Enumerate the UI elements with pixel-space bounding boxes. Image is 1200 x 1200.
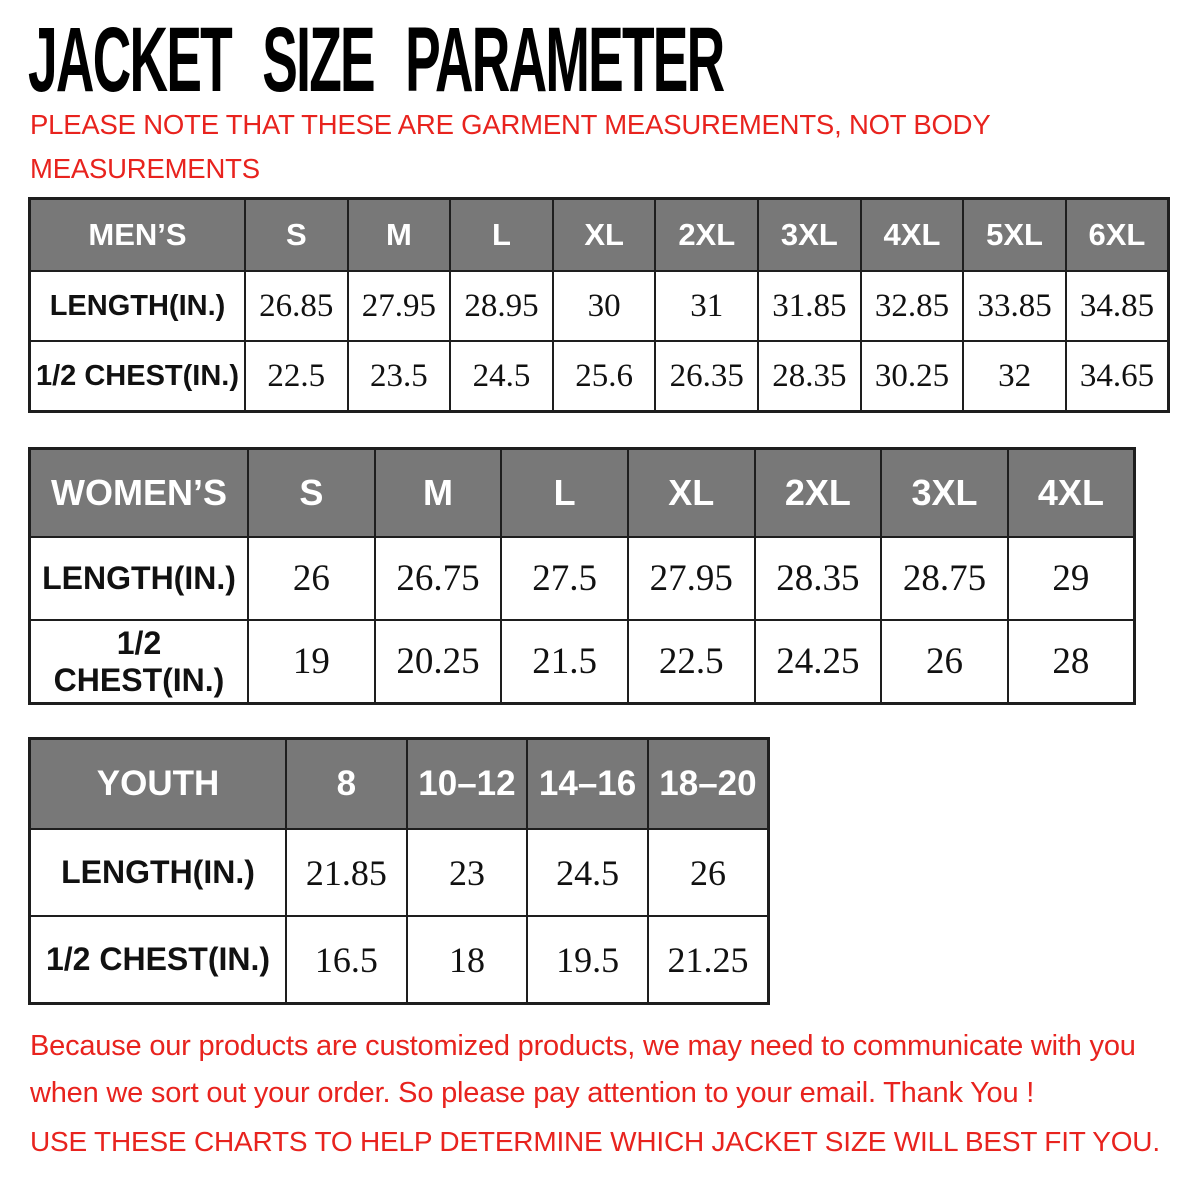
size-column-header: 4XL [1008, 449, 1135, 538]
measurement-value-cell: 21.85 [286, 829, 407, 916]
table-row [30, 620, 1135, 704]
measurement-value-cell: 21.25 [648, 916, 769, 1004]
measurement-row-label: 1/2 CHEST(IN.) [30, 341, 246, 412]
table-row [30, 537, 1135, 620]
size-column-header: XL [628, 449, 755, 538]
size-column-header: M [348, 199, 451, 272]
measurement-value-cell: 31 [655, 271, 758, 341]
measurement-value-cell: 26 [648, 829, 769, 916]
size-column-header: 18–20 [648, 739, 769, 830]
size-column-header: XL [553, 199, 656, 272]
measurement-value-cell: 23 [407, 829, 528, 916]
measurement-value-cell: 27.95 [348, 271, 451, 341]
customization-notice [30, 1023, 1136, 1117]
measurement-value-cell: 27.95 [628, 537, 755, 620]
measurement-value-cell: 28.35 [755, 537, 882, 620]
measurement-value-cell: 23.5 [348, 341, 451, 412]
measurement-value-cell: 30.25 [861, 341, 964, 412]
table-group-header: WOMEN’S [30, 449, 249, 538]
measurement-value-cell: 27.5 [501, 537, 628, 620]
measurement-value-cell: 24.25 [755, 620, 882, 704]
table-row [30, 829, 769, 916]
size-column-header: 3XL [881, 449, 1008, 538]
size-column-header: M [375, 449, 502, 538]
measurement-value-cell: 28.35 [758, 341, 861, 412]
size-column-header: 5XL [963, 199, 1066, 272]
measurement-value-cell: 25.6 [553, 341, 656, 412]
note-line-1: PLEASE NOTE THAT THESE ARE GARMENT MEASUREMENTS, NOT BODY [30, 109, 991, 140]
table-row [30, 271, 1169, 341]
header-row [30, 199, 1169, 272]
size-column-header: 6XL [1066, 199, 1169, 272]
youth-size-table [28, 737, 770, 1005]
measurement-value-cell: 21.5 [501, 620, 628, 704]
page-title [28, 9, 1200, 111]
measurement-row-label: 1/2 CHEST(IN.) [30, 916, 287, 1004]
measurement-value-cell: 29 [1008, 537, 1135, 620]
garment-measurement-note [30, 103, 990, 191]
measurement-value-cell: 26.85 [245, 271, 348, 341]
measurement-row-label: LENGTH(IN.) [30, 829, 287, 916]
measurement-value-cell: 24.5 [527, 829, 648, 916]
measurement-value-cell: 33.85 [963, 271, 1066, 341]
measurement-value-cell: 26.75 [375, 537, 502, 620]
header-row [30, 739, 769, 830]
measurement-value-cell: 18 [407, 916, 528, 1004]
measurement-value-cell: 20.25 [375, 620, 502, 704]
mens-size-table [28, 197, 1170, 413]
size-column-header: S [245, 199, 348, 272]
measurement-value-cell: 19 [248, 620, 375, 704]
measurement-value-cell: 28.75 [881, 537, 1008, 620]
header-row [30, 449, 1135, 538]
measurement-row-label: 1/2 CHEST(IN.) [30, 620, 249, 704]
measurement-value-cell: 34.85 [1066, 271, 1169, 341]
measurement-row-label: LENGTH(IN.) [30, 537, 249, 620]
womens-size-table [28, 447, 1136, 705]
size-column-header: L [501, 449, 628, 538]
size-column-header: S [248, 449, 375, 538]
table-row [30, 916, 769, 1004]
note-line-2: MEASUREMENTS [30, 153, 260, 184]
measurement-value-cell: 22.5 [628, 620, 755, 704]
measurement-value-cell: 26.35 [655, 341, 758, 412]
measurement-value-cell: 24.5 [450, 341, 553, 412]
size-column-header: 4XL [861, 199, 964, 272]
measurement-value-cell: 32 [963, 341, 1066, 412]
size-column-header: 2XL [755, 449, 882, 538]
measurement-value-cell: 32.85 [861, 271, 964, 341]
measurement-value-cell: 28 [1008, 620, 1135, 704]
measurement-row-label: LENGTH(IN.) [30, 271, 246, 341]
size-column-header: 14–16 [527, 739, 648, 830]
notice-line-1: Because our products are customized products, we may need to communicate with you [30, 1030, 1136, 1062]
table-row [30, 341, 1169, 412]
page-title-text: JACKET SIZE PARAMETER [28, 9, 724, 111]
notice-line-2: when we sort out your order. So please pay attention to your email. Thank You ! [30, 1077, 1035, 1109]
fit-instruction: USE THESE CHARTS TO HELP DETERMINE WHICH JACKET SIZE WILL BEST FIT YOU. [30, 1126, 1160, 1157]
size-column-header: 10–12 [407, 739, 528, 830]
measurement-value-cell: 16.5 [286, 916, 407, 1004]
measurement-value-cell: 34.65 [1066, 341, 1169, 412]
size-column-header: 3XL [758, 199, 861, 272]
measurement-value-cell: 31.85 [758, 271, 861, 341]
measurement-value-cell: 26 [248, 537, 375, 620]
measurement-value-cell: 22.5 [245, 341, 348, 412]
measurement-value-cell: 30 [553, 271, 656, 341]
measurement-value-cell: 28.95 [450, 271, 553, 341]
size-column-header: 8 [286, 739, 407, 830]
measurement-value-cell: 19.5 [527, 916, 648, 1004]
table-group-header: MEN’S [30, 199, 246, 272]
size-column-header: 2XL [655, 199, 758, 272]
size-column-header: L [450, 199, 553, 272]
table-group-header: YOUTH [30, 739, 287, 830]
measurement-value-cell: 26 [881, 620, 1008, 704]
